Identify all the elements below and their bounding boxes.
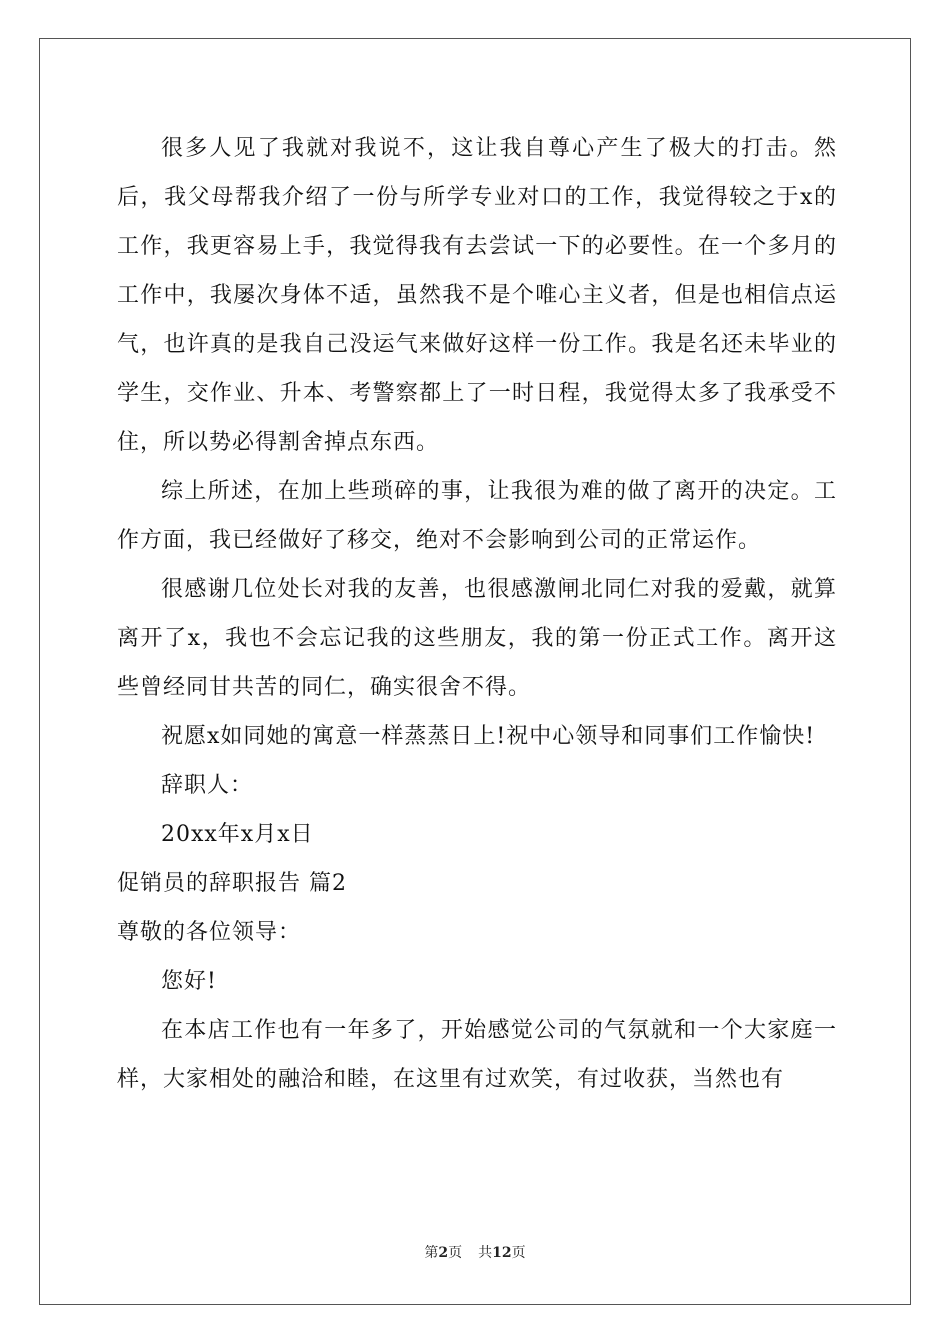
- section-title: 促销员的辞职报告 篇2: [117, 871, 347, 896]
- date-line: 20xx年x月x日: [161, 822, 314, 847]
- page-number: 2: [438, 1245, 449, 1261]
- footer-prefix: 第: [424, 1245, 439, 1261]
- salutation: 尊敬的各位领导：: [117, 920, 302, 945]
- paragraph: 祝愿x如同她的寓意一样蒸蒸日上!祝中心领导和同事们工作愉快!: [161, 724, 816, 749]
- footer-total-suffix: 页: [511, 1245, 526, 1261]
- paragraph: 很多人见了我就对我说不，这让我自尊心产生了极大的打击。然后，我父母帮我介绍了一份与所学专业对口的工作，我觉得较之于x的工作，我更容易上手，我觉得我有去尝试一下的必要性。在一个多月的工作中，我屡次身体不适，虽然我不是个唯心主义者，但是也相信点运气，也许真的是我自己没运气来做好这样一份工作。我是名还未毕业的学生，交作业、升本、考警察都上了一时日程，我觉得太多了我承受不住，所以势必得割舍掉点东西。: [117, 136, 837, 455]
- paragraph: 在本店工作也有一年多了，开始感觉公司的气氛就和一个大家庭一样，大家相处的融洽和睦，在这里有过欢笑，有过收获，当然也有: [117, 1018, 837, 1092]
- footer-total-prefix: 共: [478, 1245, 493, 1261]
- greeting: 您好!: [161, 969, 217, 994]
- paragraph: 综上所述，在加上些琐碎的事，让我很为难的做了离开的决定。工作方面，我已经做好了移交，绝对不会影响到公司的正常运作。: [117, 479, 837, 553]
- footer-page-suffix: 页: [448, 1245, 463, 1261]
- signature-label: 辞职人：: [161, 773, 254, 798]
- document-body: [117, 124, 837, 1104]
- total-pages: 12: [492, 1245, 512, 1261]
- paragraph: 很感谢几位处长对我的友善，也很感激闸北同仁对我的爱戴，就算离开了x，我也不会忘记我的这些朋友，我的第一份正式工作。离开这些曾经同甘共苦的同仁，确实很舍不得。: [117, 577, 837, 700]
- page-footer: [0, 1242, 950, 1262]
